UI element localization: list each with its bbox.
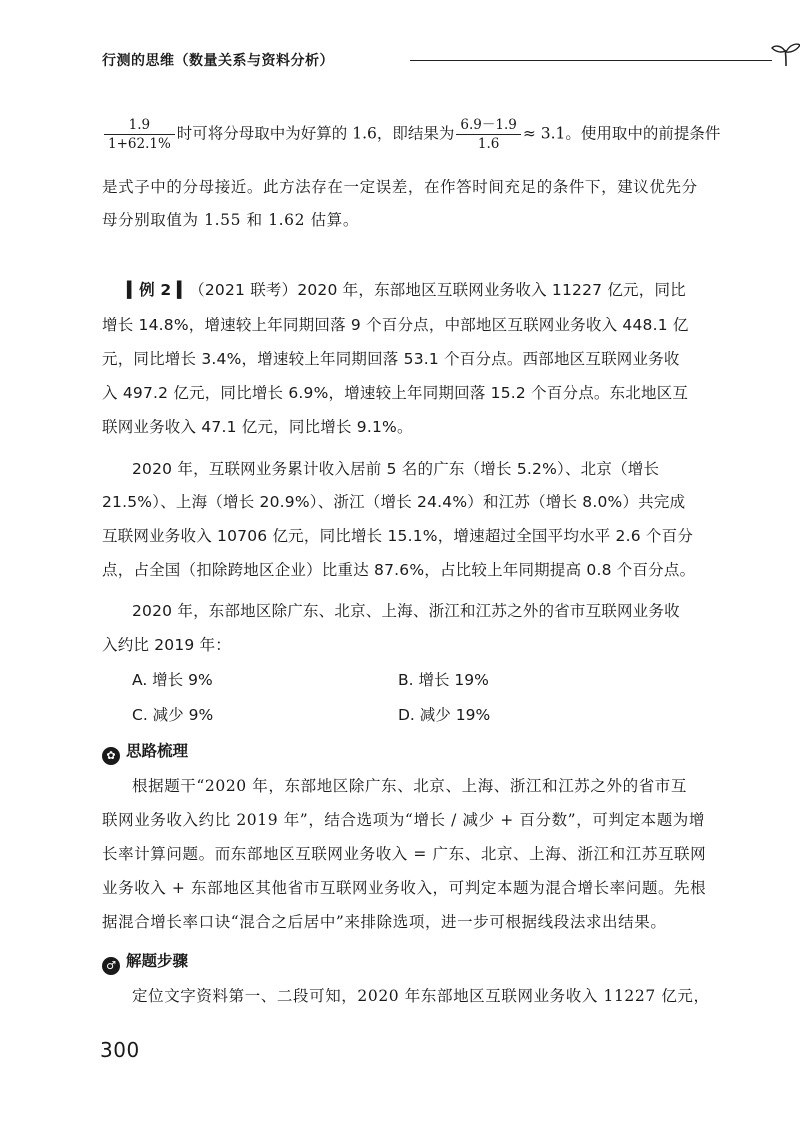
fraction bbox=[456, 116, 520, 153]
option-b[interactable]: B. 增长 19% bbox=[398, 671, 489, 689]
sprout-icon bbox=[770, 40, 800, 68]
body-text: 是式子中的分母接近。此方法存在一定误差，在作答时间充足的条件下，建议优先分 bbox=[102, 178, 698, 196]
header-rule bbox=[410, 60, 772, 61]
example-text: 2020 年，互联网业务累计收入居前 5 名的广东（增长 5.2%）、北京（增长 bbox=[132, 460, 660, 478]
fraction-denominator: 1.6 bbox=[477, 136, 500, 152]
example-text: 入 497.2 亿元，同比增长 6.9%，增速较上年同期回落 15.2 个百分点。东北地区互 bbox=[102, 384, 689, 402]
thinking-title: 思路梳理 bbox=[126, 742, 189, 760]
example-text: 2020 年，东部地区互联网业务收入 11227 亿元，同比 bbox=[297, 281, 686, 299]
header-title: 行测的思维（数量关系与资料分析） bbox=[102, 53, 334, 69]
example-text: 互联网业务收入 10706 亿元，同比增长 15.1%，增速超过全国平均水平 2.6 个百分 bbox=[102, 527, 694, 545]
thinking-text: 根据题干“2020 年，东部地区除广东、北京、上海、浙江和江苏之外的省市互 bbox=[132, 777, 687, 795]
fraction-numerator: 1.9 bbox=[104, 116, 175, 135]
fraction bbox=[104, 116, 175, 153]
body-text: 母分别取值为 1.55 和 1.62 估算。 bbox=[102, 211, 359, 229]
option-c[interactable]: C. 减少 9% bbox=[132, 706, 214, 724]
solution-text: 定位文字资料第一、二段可知，2020 年东部地区互联网业务收入 11227 亿元， bbox=[132, 987, 710, 1005]
thinking-text: 据混合增长率口诀“混合之后居中”来排除选项，进一步可根据线段法求出结果。 bbox=[102, 913, 667, 931]
page-number: 300 bbox=[100, 1038, 140, 1062]
thinking-text: 联网业务收入约比 2019 年”，结合选项为“增长 / 减少 + 百分数”，可判定本题为增 bbox=[102, 811, 705, 829]
key-icon: ♂ bbox=[102, 957, 120, 975]
thinking-text: 长率计算问题。而东部地区互联网业务收入 = 广东、北京、上海、浙江和江苏互联网 bbox=[102, 845, 707, 863]
thinking-text: 业务收入 + 东部地区其他省市互联网业务收入，可判定本题为混合增长率问题。先根 bbox=[102, 879, 707, 897]
example-text: 增长 14.8%，增速较上年同期回落 9 个百分点，中部地区互联网业务收入 448.1 亿 bbox=[102, 316, 689, 334]
example-tag: ▍例 2 ▍ bbox=[127, 281, 190, 299]
gear-icon: ✿ bbox=[102, 747, 120, 765]
example-source: （2021 联考） bbox=[189, 281, 298, 299]
example-text: 元，同比增长 3.4%，增速较上年同期回落 53.1 个百分点。西部地区互联网业务收 bbox=[102, 350, 680, 368]
example-first-line bbox=[127, 278, 686, 300]
solution-title: 解题步骤 bbox=[126, 952, 189, 970]
example-text: 21.5%）、上海（增长 20.9%）、浙江（增长 24.4%）和江苏（增长 8.0%）共完成 bbox=[102, 493, 686, 511]
example-text: 点，占全国（扣除跨地区企业）比重达 87.6%，占比较上年同期提高 0.8 个百分点。 bbox=[102, 561, 696, 579]
example-text: 联网业务收入 47.1 亿元，同比增长 9.1%。 bbox=[102, 418, 413, 436]
question-text: 2020 年，东部地区除广东、北京、上海、浙江和江苏之外的省市互联网业务收 bbox=[132, 602, 680, 620]
fraction-denominator: 1+62.1% bbox=[108, 136, 171, 152]
body-text: ≈ 3.1。使用取中的前提条件 bbox=[522, 124, 721, 143]
thinking-heading bbox=[102, 739, 188, 761]
question-text: 入约比 2019 年： bbox=[102, 636, 232, 654]
formula-line bbox=[102, 116, 721, 153]
fraction-numerator: 6.9－1.9 bbox=[456, 116, 520, 135]
solution-heading bbox=[102, 949, 188, 971]
running-header bbox=[102, 50, 702, 74]
body-text: 时可将分母取中为好算的 1.6，即结果为 bbox=[176, 124, 455, 143]
option-a[interactable]: A. 增长 9% bbox=[132, 671, 213, 689]
option-d[interactable]: D. 减少 19% bbox=[398, 706, 491, 724]
